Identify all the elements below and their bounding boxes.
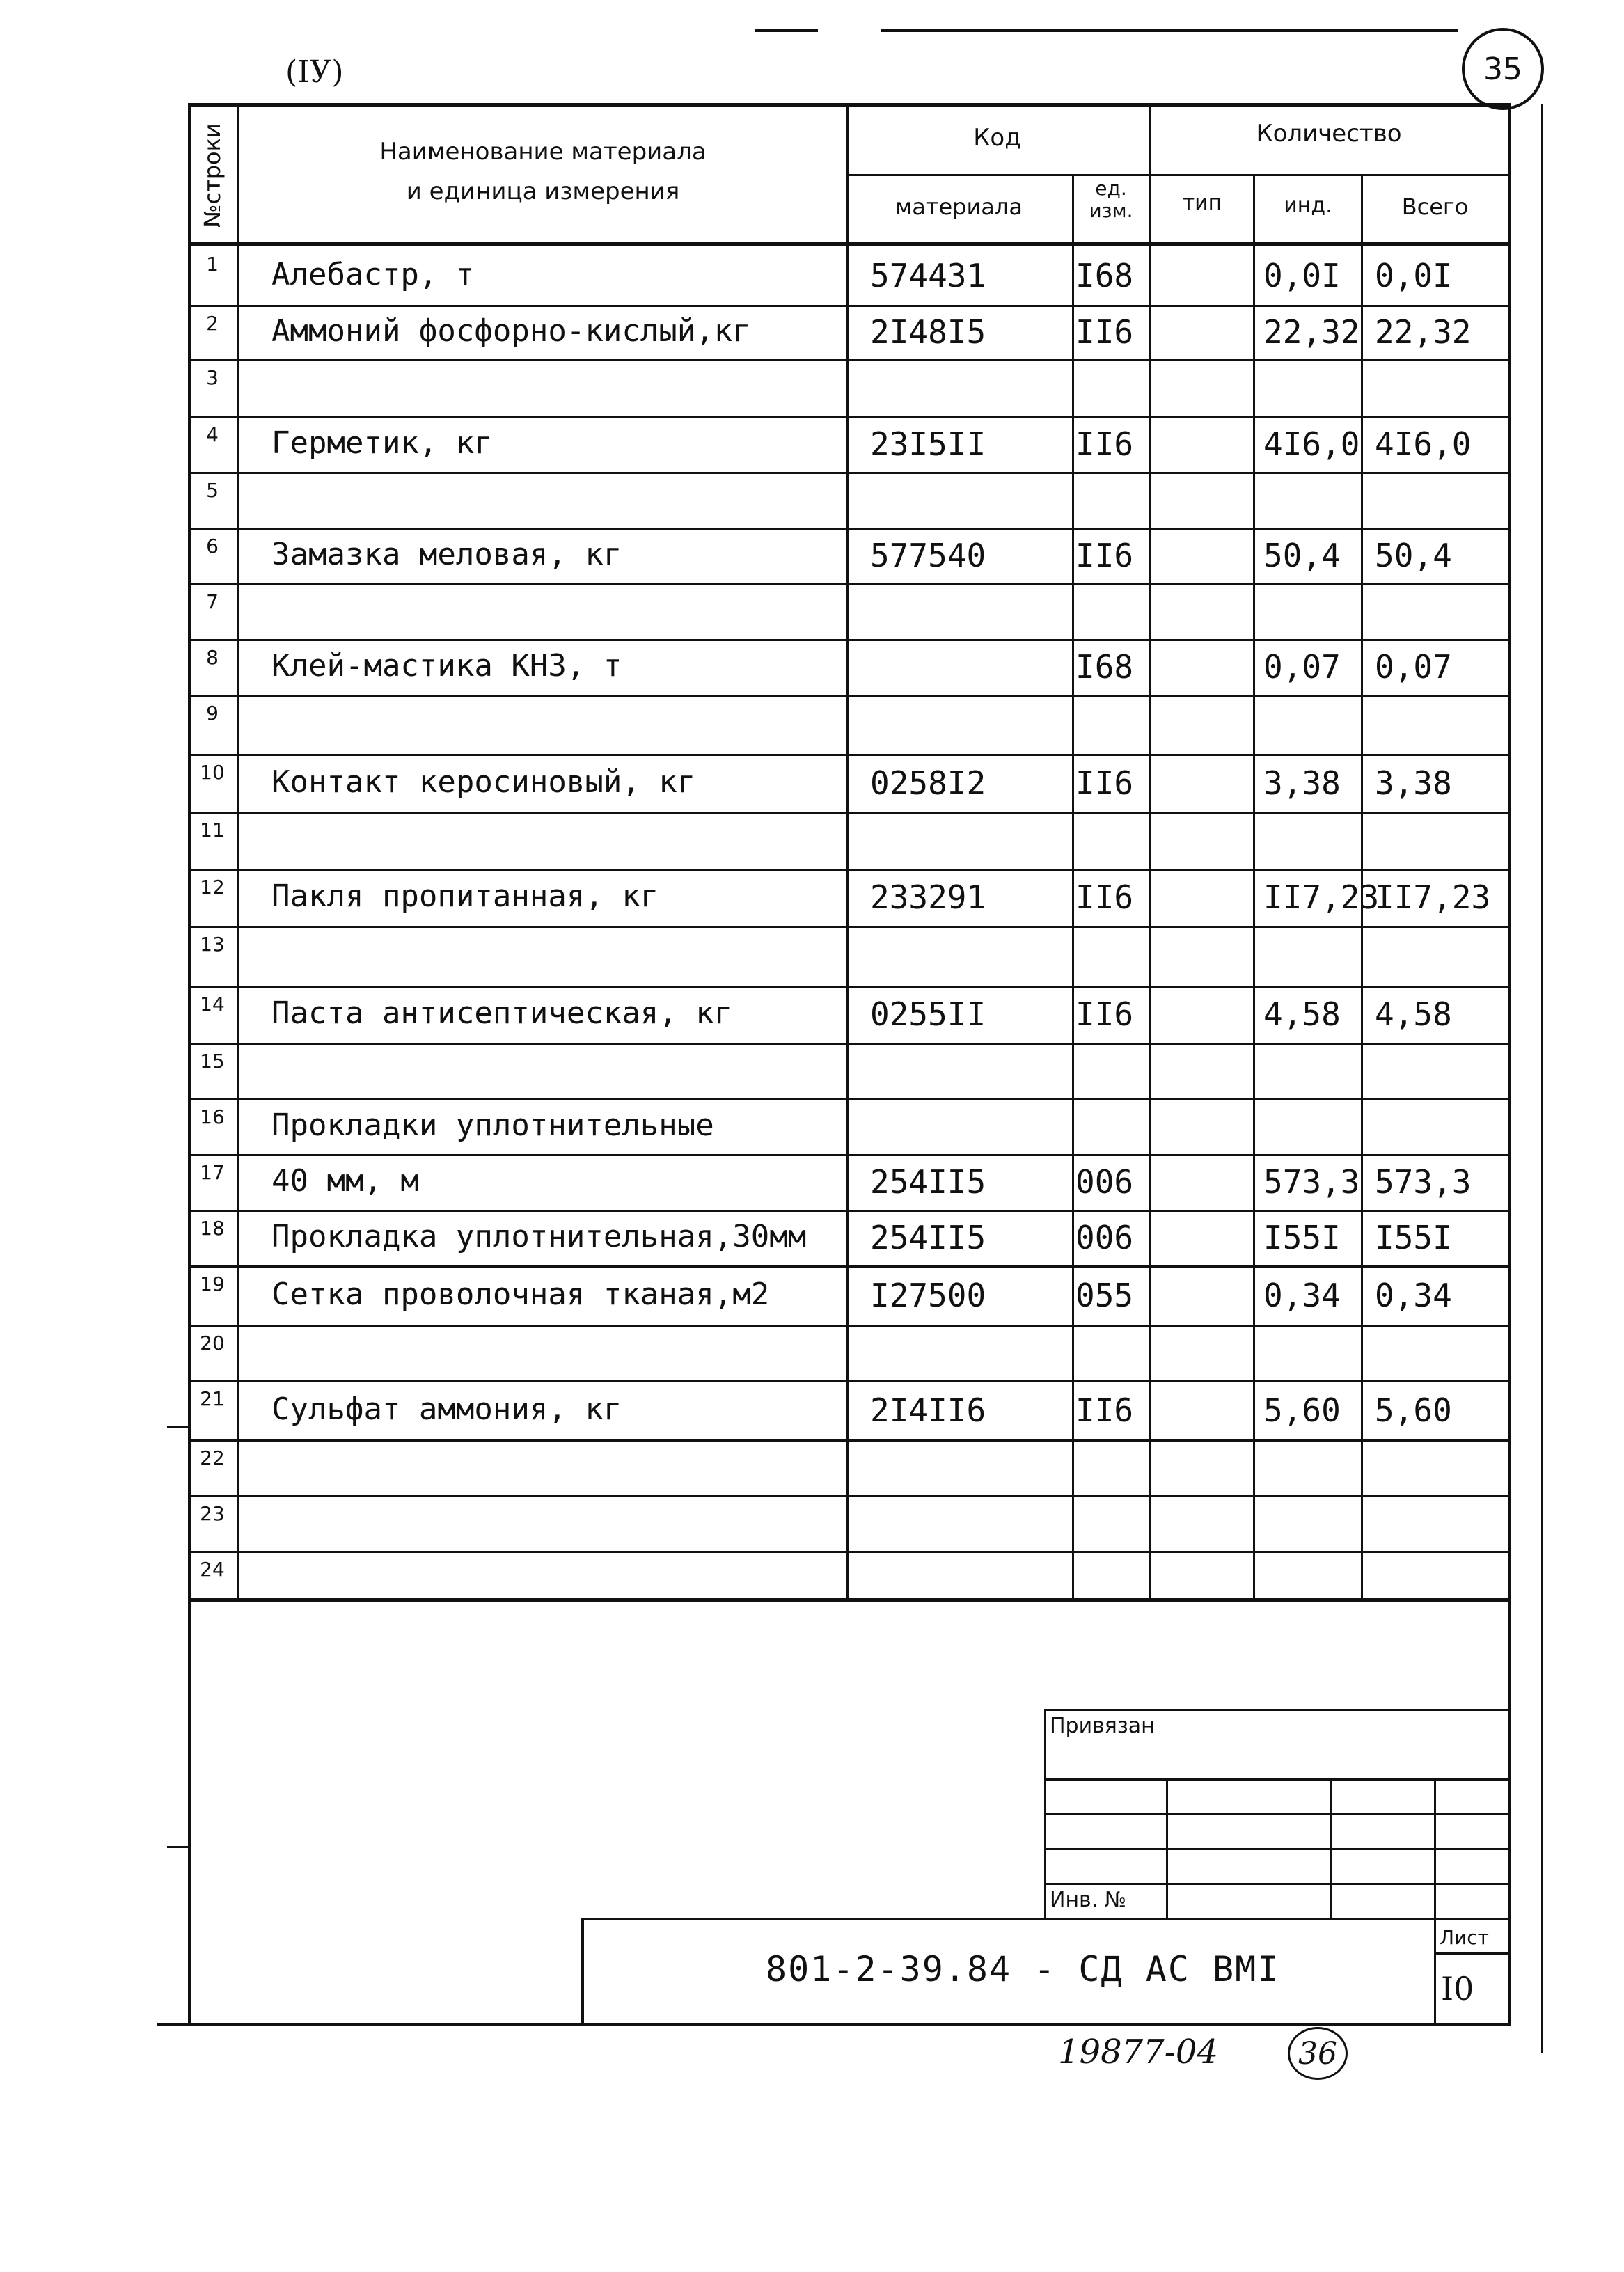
stamp-top (1044, 1709, 1509, 1711)
stamp-col-3 (1434, 1778, 1436, 2026)
unit-code: II6 (1075, 1391, 1134, 1429)
stamp-line-4 (1044, 1883, 1509, 1885)
quantity-individual: 4,58 (1263, 995, 1341, 1033)
row-number: 7 (206, 590, 219, 613)
row-number: 22 (200, 1446, 225, 1469)
stamp-attached-label: Привязан (1050, 1714, 1155, 1738)
unit-code: 055 (1075, 1276, 1134, 1314)
circled-page-number: 36 (1288, 2027, 1348, 2080)
table-row (188, 696, 1511, 755)
table-row (188, 1211, 1511, 1267)
quantity-total: 0,34 (1375, 1276, 1452, 1314)
quantity-individual: 573,3 (1263, 1163, 1360, 1201)
row-number: 6 (206, 535, 219, 558)
table-row (188, 361, 1511, 418)
material-name: Контакт керосиновый, кг (271, 764, 696, 800)
row-number: 21 (200, 1387, 225, 1410)
table-row (188, 1044, 1511, 1100)
material-name: Аммоний фосфорно-кислый,кг (271, 313, 751, 349)
quantity-total: 0,07 (1375, 648, 1452, 686)
row-number: 11 (200, 819, 225, 842)
quantity-total: 0,0I (1375, 256, 1452, 294)
table-row (188, 927, 1511, 987)
material-code: 574431 (870, 256, 986, 294)
row-number: 1 (206, 253, 219, 276)
material-code: 0258I2 (870, 764, 986, 802)
stamp-inv-label: Инв. № (1050, 1888, 1127, 1912)
unit-code: II6 (1075, 313, 1134, 351)
top-rule-right (881, 29, 1458, 32)
row-number: 8 (206, 646, 219, 669)
table-row (188, 640, 1511, 696)
row-number: 9 (206, 702, 219, 725)
material-name: Прокладки уплотнительные (271, 1107, 714, 1143)
table-row (188, 1326, 1511, 1382)
material-code: 23I5II (870, 425, 986, 463)
quantity-individual: 5,60 (1263, 1391, 1341, 1429)
quantity-individual: 4I6,0 (1263, 425, 1360, 463)
handwritten-number: 19877-04 (1058, 2033, 1218, 2072)
table-row (188, 1441, 1511, 1497)
row-number: 24 (200, 1558, 225, 1581)
material-name: Замазка меловая, кг (271, 537, 622, 572)
stamp-title-top (581, 1918, 1509, 1920)
stamp-col-2 (1330, 1778, 1332, 1918)
quantity-total: 4,58 (1375, 995, 1452, 1033)
header-name-line1: Наименование материала (379, 138, 707, 166)
header-row-number: №строки (199, 123, 226, 228)
header-qty-type: тип (1182, 191, 1222, 215)
table-row (188, 585, 1511, 640)
table-row (188, 1552, 1511, 1600)
frame-left (188, 1600, 191, 2024)
header-bottom-border (188, 242, 1511, 246)
table-row (188, 813, 1511, 870)
table-row (188, 1155, 1511, 1211)
unit-code: II6 (1075, 995, 1134, 1033)
material-code: 254II5 (870, 1163, 986, 1201)
row-number: 19 (200, 1272, 225, 1295)
quantity-total: I55I (1375, 1219, 1452, 1256)
unit-code: II6 (1075, 764, 1134, 802)
quantity-individual: 22,32 (1263, 313, 1360, 351)
top-rule-left (755, 29, 818, 32)
material-name: Сульфат аммония, кг (271, 1391, 622, 1427)
material-code: 2I48I5 (870, 313, 986, 351)
material-code: 233291 (870, 878, 986, 916)
quantity-individual: 0,34 (1263, 1276, 1341, 1314)
quantity-individual: 3,38 (1263, 764, 1341, 802)
quantity-total: 3,38 (1375, 764, 1452, 802)
margin-line (1541, 104, 1543, 2053)
row-number: 5 (206, 479, 219, 502)
quantity-individual: I55I (1263, 1219, 1341, 1256)
stamp-title-left (581, 1918, 584, 2026)
unit-code: II6 (1075, 878, 1134, 916)
header-qty-total: Всего (1401, 194, 1469, 220)
row-number: 14 (200, 993, 225, 1016)
frame-bottom (157, 2023, 1511, 2026)
quantity-total: 4I6,0 (1375, 425, 1472, 463)
part-label: (IУ) (285, 54, 344, 90)
row-number: 15 (200, 1050, 225, 1073)
row-number: 12 (200, 876, 225, 899)
row-number: 18 (200, 1217, 225, 1240)
quantity-total: 573,3 (1375, 1163, 1472, 1201)
unit-code: II6 (1075, 425, 1134, 463)
stamp-line-3 (1044, 1848, 1509, 1850)
quantity-total: II7,23 (1375, 878, 1491, 916)
material-code: 577540 (870, 537, 986, 574)
frame-tick-2 (167, 1846, 189, 1848)
material-name: Герметик, кг (271, 425, 493, 461)
material-name: Прокладка уплотнительная,30мм (271, 1219, 807, 1254)
material-name: Сетка проволочная тканая,м2 (271, 1276, 770, 1312)
material-name: 40 мм, м (271, 1163, 419, 1199)
header-code-unit: ед. изм. (1089, 177, 1133, 222)
quantity-individual: 0,07 (1263, 648, 1341, 686)
stamp-sheet-label: Лист (1440, 1926, 1489, 1949)
table-row (188, 1267, 1511, 1326)
row-number: 3 (206, 366, 219, 389)
material-name: Паста антисептическая, кг (271, 995, 733, 1031)
page-number: 35 (1462, 28, 1544, 110)
unit-code: 006 (1075, 1219, 1134, 1256)
unit-code: 006 (1075, 1163, 1134, 1201)
table-row (188, 870, 1511, 927)
stamp-sheet-divider (1434, 1952, 1509, 1955)
row-number: 16 (200, 1105, 225, 1128)
header-subdivider (846, 174, 1511, 176)
header-qty-ind: инд. (1284, 194, 1332, 218)
row-number: 17 (200, 1161, 225, 1184)
row-divider (188, 1598, 1511, 1602)
table-row (188, 306, 1511, 361)
table-row (188, 529, 1511, 585)
header-code: Код (973, 124, 1021, 152)
material-name: Алебастр, т (271, 256, 475, 292)
quantity-total: 50,4 (1375, 537, 1452, 574)
sheet-number: I0 (1441, 1970, 1474, 2007)
stamp-col-1 (1166, 1778, 1168, 1918)
document-designation: 801-2-39.84 - СД АС ВМI (766, 1949, 1280, 1989)
frame-tick-1 (167, 1426, 189, 1428)
table-row (188, 755, 1511, 813)
material-name: Клей-мастика КН3, т (271, 648, 622, 684)
table-row (188, 418, 1511, 473)
material-code: 254II5 (870, 1219, 986, 1256)
quantity-individual: II7,23 (1263, 878, 1380, 916)
stamp-line-2 (1044, 1813, 1509, 1815)
row-number: 13 (200, 933, 225, 956)
frame-right-edge (1508, 1600, 1511, 2026)
row-number: 10 (200, 761, 225, 784)
quantity-total: 22,32 (1375, 313, 1472, 351)
material-code: 0255II (870, 995, 986, 1033)
stamp-line-1 (1044, 1778, 1509, 1781)
table-row (188, 1382, 1511, 1441)
table-row (188, 1497, 1511, 1552)
table-row (188, 473, 1511, 529)
unit-code: II6 (1075, 537, 1134, 574)
table-row (188, 987, 1511, 1044)
quantity-individual: 50,4 (1263, 537, 1341, 574)
material-name: Пакля пропитанная, кг (271, 878, 659, 914)
quantity-total: 5,60 (1375, 1391, 1452, 1429)
table-top-border (188, 103, 1511, 106)
table-row (188, 247, 1511, 306)
header-name-line2: и единица измерения (406, 178, 680, 205)
material-code: I27500 (870, 1276, 986, 1314)
unit-code: I68 (1075, 648, 1134, 686)
quantity-individual: 0,0I (1263, 256, 1341, 294)
row-number: 20 (200, 1332, 225, 1355)
row-number: 4 (206, 423, 219, 446)
header-quantity: Количество (1256, 120, 1402, 148)
table-row (188, 1100, 1511, 1155)
unit-code: I68 (1075, 256, 1134, 294)
material-code: 2I4II6 (870, 1391, 986, 1429)
row-number: 23 (200, 1502, 225, 1525)
row-number: 2 (206, 312, 219, 335)
header-code-material: материала (895, 194, 1023, 220)
